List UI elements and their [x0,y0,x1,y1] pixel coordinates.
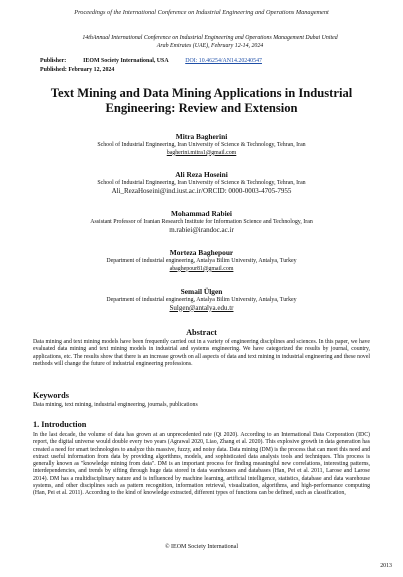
conference-line-2: Arab Emirates (UAE), February 12-14, 2024 [156,43,264,49]
author-affiliation: School of Industrial Engineering, Iran University of Science & Technology, Tehran, Iran [97,142,306,148]
keywords-text: Data mining, text mining, industrial engineering, journals, publications [33,402,198,408]
author-name: Semail Ülgen [180,287,223,296]
publisher-line [40,58,380,64]
author-email-orcid[interactable]: Ali_RezaHoseini@ind.iust.ac.ir/ORCID: 0000-0003-4705-7955 [111,186,292,195]
author-block [30,287,373,312]
page-footer: © IEOM Society International [164,544,239,550]
running-head: Proceedings of the International Conference on Industrial Engineering and Operations Management [74,9,329,16]
title-line-1: Text Mining and Data Mining Applications in Industrial [50,86,353,100]
author-block [30,248,373,273]
doi-link[interactable]: DOI: 10.46254/AN14.20240547 [185,58,262,64]
publisher-name: IEOM Society International, USA [83,58,169,64]
publisher-label: Publisher: [40,58,67,64]
author-block [30,170,373,195]
author-affiliation: School of Industrial Engineering, Iran University of Science & Technology, Tehran, Iran [97,180,306,186]
author-name: Mohammad Rabiei [171,209,232,218]
conference-info [40,34,380,50]
author-name: Ali Reza Hoseini [175,170,228,179]
introduction-text: In the last decade, the volume of data has grown at an unprecedented rate (Qi 2020). According to an International Data Corporation (IDC) report, the digital universe would double every two years (Agrawal 2020, Liao, Zhang et al. 2020). This explosive growth in data generation has created a need for smart technologies to analyze this massive, fuzzy, and noisy data. Data mining (DM) is the process that can meet this need and extract useful information from data by providing algorithms, models, and sophisticated data analysis tools and techniques. This process is generally known as "knowledge mining from data". DM is an important process for finding meaningful new correlations, interesting patterns, interdependencies, and trends by sifting through huge data stored in data warehouses and databases (Han, Pei et al. 2011, Larose and Larose 2014). DM has a multidisciplinary nature and is influenced by machine learning, artificial intelligence, statistics, database and data warehouse systems, and other disciplines such as pattern recognition, information retrieval, visualization, algorithms, and high-performance computing (Han, Pei et al. 2011). According to the kind of knowledge extracted, different types of functions can be defined, such as classification, [33,432,370,497]
published-date: Published: February 12, 2024 [40,67,115,73]
author-block [30,209,373,234]
author-affiliation: Department of industrial engineering, Antalya Bilim University, Antalya, Turkey [106,297,297,303]
abstract-heading: Abstract [186,328,217,337]
paper-title [30,86,373,116]
page-number: 2013 [380,563,392,569]
author-email-link[interactable]: Sulgen@antalya.edu.tr [169,303,234,312]
author-email-link[interactable]: abaghepour81@gmail.com [169,265,234,272]
introduction-heading: 1. Introduction [33,420,87,429]
abstract-text: Data mining and text mining models have been frequently carried out in a variety of engineering disciplines and sciences. In this paper, we have evaluated data mining and text mining models in industrial and systems engineering. We have categorized the results by journal, country, applications, etc. The results show that there is an increase growth on all aspects of data and text mining in industrial engineering and these novel methods will change the future of industrial engineering professions. [33,339,370,367]
author-affiliation: Department of industrial engineering, Antalya Bilim University, Antalya, Turkey [106,258,297,264]
keywords-heading: Keywords [33,391,69,400]
conference-line-1: 14thAnnual International Conference on Industrial Engineering and Operations Management Dubai United [82,35,338,41]
author-name: Mitra Bagherini [175,132,228,141]
author-email-link[interactable]: bagherini.mitra1@gmail.com [166,149,237,156]
title-line-2: Engineering: Review and Extension [105,101,298,115]
author-name: Morteza Baghepour [169,248,234,257]
author-affiliation: Assistant Professor of Iranian Research Institute for Information Science and Technology, Iran [90,219,313,225]
author-block [30,132,373,157]
author-email[interactable]: m.rabiei@irandoc.ac.ir [169,225,234,234]
